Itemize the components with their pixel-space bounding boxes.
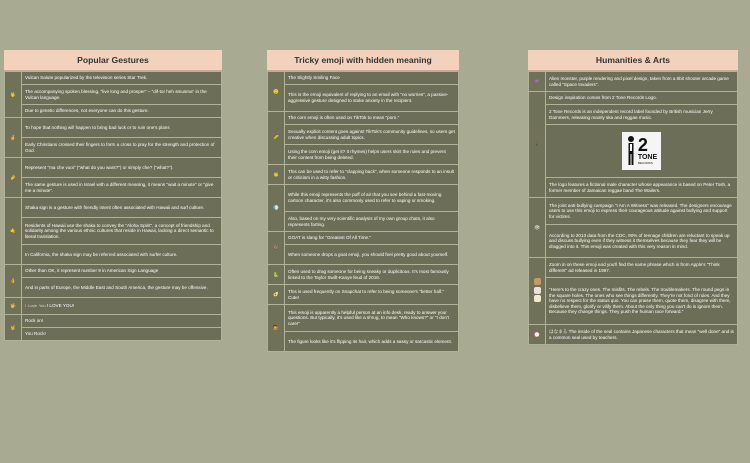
emoji-text: Sexually explicit content goes against TikTok's community guidelines, so users get creative when discussing adult topics. <box>285 125 459 145</box>
gesture-text: To hope that nothing will happen to bring bad luck or to ruin one's plans <box>22 118 222 138</box>
gesture-text: Residents of Hawaii use the shaka to convey the "Aloha Spirit", a concept of friendship and solidarity among the various ethnic cultures that reside in Hawaii, lacking a direct semantic to literal translation. <box>22 218 222 245</box>
table-row <box>268 145 459 165</box>
ok-hand-icon: 👌 <box>5 265 22 298</box>
logo-tone: TONE <box>637 154 658 162</box>
table-row <box>268 305 459 332</box>
table-row <box>529 258 738 278</box>
crossed-fingers-icon: 🤞 <box>5 118 22 158</box>
logo-wordmark <box>638 136 657 167</box>
emoji-text: The figure looks like it's flipping its hair, which adds a sassy or sarcastic element. <box>285 332 459 352</box>
emoji-text: This is the emoji equivalent of replying to an email with "no worries", a passive-aggressive gesture designed to stoke anxiety in the recipient. <box>285 85 459 112</box>
table-row <box>5 85 222 105</box>
table-row <box>529 125 738 178</box>
table-row <box>5 118 222 138</box>
emoji-text: The corn emoji is often used on TikTok to mean "porn." <box>285 112 459 125</box>
arts-text: Alien monster, purple rendering and pixel design, taken from a 8bit shooter arcade game called "Space Invaders". <box>546 72 738 92</box>
table-row <box>268 85 459 112</box>
table-row <box>268 265 459 285</box>
table-row <box>268 125 459 145</box>
gesture-text: Shaka sign is a gesture with friendly intent often associated with Hawaii and surf culture. <box>22 198 222 218</box>
table-row <box>268 112 459 125</box>
alien-monster-icon: 👾 <box>529 72 546 92</box>
emoji-text: The Slightly Smiling Face <box>285 72 459 85</box>
column-popular-gestures <box>4 50 222 341</box>
gesture-text-label: I LOVE YOU! <box>46 303 75 309</box>
scroll-and-note-icons <box>529 258 546 325</box>
table-row <box>5 298 222 315</box>
table-row <box>529 198 738 225</box>
table-row <box>268 245 459 265</box>
scroll-icon <box>534 278 541 285</box>
emoji-text: This emoji is apparently a helpful person at an info desk, ready to answer your questions. But typically, it's used like a shrug, to mean "Who knows?" or "I don't care!" <box>285 305 459 332</box>
table-row <box>529 92 738 105</box>
arts-text: はなまる The inside of the seal contains Japanese characters that mean "well done" and is a common seal used by teachers. <box>546 325 738 345</box>
table-row <box>5 218 222 245</box>
table-row <box>5 315 222 328</box>
table-row <box>5 138 222 158</box>
table-row <box>5 72 222 85</box>
gestures-table <box>4 71 222 341</box>
love-you-gesture-icon: 🤟 <box>5 298 22 315</box>
table-row <box>5 178 222 198</box>
gesture-text: And in parts of Europe, the Middle East and South America, the gesture may be offensive. <box>22 278 222 298</box>
page-icon <box>534 287 541 294</box>
gesture-text: Represent "ma che vuoi" ("what do you want?") or simply che? ("what?"). <box>22 158 222 178</box>
gesture-text: Due to genetic differences, not everyone can do this gesture. <box>22 105 222 118</box>
emoji-text: This is used frequently on Snapchat to refer to being someone's "better half." Cute! <box>285 285 459 305</box>
emoji-text: When someone drops a goat emoji, you should feel pretty good about yourself. <box>285 245 459 265</box>
table-row <box>529 72 738 92</box>
table-row <box>5 245 222 265</box>
corn-icon: 🌽 <box>268 112 285 165</box>
arts-text: According to 2013 data from the CDC, 90% of teenage children are reluctant to speak up and discuss bullying even if they witness it themselves because they fear they will be dragged into it. This emoji was created with this very reason in mind. <box>546 225 738 258</box>
man-in-business-suit-levitating-icon: 🕴 <box>529 92 546 198</box>
sign-language-letters <box>25 303 46 309</box>
gesture-text <box>22 298 222 315</box>
logo-badge <box>622 132 661 170</box>
arts-text: Zoom in on these emoji and you'll find the same phrase which is from Apple's "Think different" ad released in 1997. <box>546 258 738 278</box>
eye-in-speech-bubble-icon: 👁 <box>529 198 546 258</box>
table-row <box>268 212 459 232</box>
emoji-text: Using the corn emoji (get it? It rhymes) helps users skirt the rules and prevent their content from being deleted. <box>285 145 459 165</box>
sign-label: You <box>38 303 46 309</box>
arts-text: Design inspiration comes from 2 Tone Records Logo. <box>546 92 738 105</box>
dash-icon: 💨 <box>268 185 285 232</box>
emoji-table <box>267 71 459 352</box>
logo-records: RECORDS <box>637 161 653 166</box>
emoji-text: While this emoji represents the puff of air that you see behind a fast-moving cartoon character, it's also commonly used to refer to vaping or smoking. <box>285 185 459 212</box>
table-row <box>268 185 459 212</box>
table-row <box>268 332 459 352</box>
column-humanities-arts <box>528 50 738 345</box>
arts-table <box>528 71 738 345</box>
sign-label: Love <box>28 303 37 309</box>
gesture-text: Vulcan Salute popularized by the television series Star Trek. <box>22 72 222 85</box>
table-row <box>5 278 222 298</box>
sign-of-horns-icon: 🤘 <box>5 315 22 341</box>
arts-text: 2 Tone Records is an independent record label founded by British musician Jerry Dammers, releasing mainly ska and reggae music. <box>546 105 738 125</box>
goat-icon: 🐐 <box>268 232 285 265</box>
vulcan-salute-icon: 🖖 <box>5 72 22 118</box>
gesture-text: The same gesture is used in Israel with a different meaning, it means "wait a minute" or "give me a minute". <box>22 178 222 198</box>
memo-icon <box>534 295 541 302</box>
table-row <box>5 265 222 278</box>
gesture-text: In California, the shaka sign may be referred associated with surfer culture. <box>22 245 222 265</box>
table-row <box>529 178 738 198</box>
table-row <box>5 198 222 218</box>
two-tone-records-logo <box>549 126 734 176</box>
column-title: Popular Gestures <box>4 50 222 71</box>
emoji-text: GOAT is slang for "Greatest Of All Time." <box>285 232 459 245</box>
table-row <box>529 105 738 125</box>
emoji-text: This can be used to refer to "clapping back", when someone responds to an insult or criticism in a witty fashion. <box>285 165 459 185</box>
logo-mark <box>626 135 657 167</box>
table-row <box>268 72 459 85</box>
avocado-icon: 🥑 <box>268 285 285 305</box>
white-flower-icon: 💮 <box>529 325 546 345</box>
table-row <box>5 328 222 341</box>
column-tricky-emoji <box>267 50 459 352</box>
arts-text: The logo features a fictional male character whose appearance is based on Peter Tosh, a former member of Jamaican reggae band The Wailers. <box>546 178 738 198</box>
sign-label: I <box>25 303 27 309</box>
table-row <box>5 158 222 178</box>
logo-number: 2 <box>637 135 648 156</box>
slightly-smiling-face-icon: 🙂 <box>268 72 285 112</box>
table-row <box>529 225 738 258</box>
gesture-text: Other than OK, it represent number 9 in American Sign Language <box>22 265 222 278</box>
emoji-text: Also, based on my very scientific analysis of my own group chats, it also represents farting. <box>285 212 459 232</box>
column-title: Tricky emoji with hidden meaning <box>267 50 459 71</box>
column-title: Humanities & Arts <box>528 50 738 71</box>
arts-text: "Here's to the crazy ones. The misfits. The rebels. The troublemakers. The round pegs in the square holes. The ones who see things differently. They're not fond of rules. And they have no respect for the status quo. You can praise them, quote them, disagree with them, disbelieve them, glorify or vilify them. About the only thing you can't do is ignore them. Because they change things. They push the human race forward." <box>546 278 738 325</box>
table-row <box>268 285 459 305</box>
gesture-text: Rock on! <box>22 315 222 328</box>
logo-cell <box>546 125 738 178</box>
table-row <box>268 165 459 185</box>
gesture-text: You Rock! <box>22 328 222 341</box>
shaka-icon: 🤙 <box>5 198 22 265</box>
emoji-text: Often used to drag someone for being sneaky or duplicitous. It's most famously linked to the Taylor Swift-Kanye feud of 2016. <box>285 265 459 285</box>
arts-text: The joint anti-bullying campaign "I Am A Witness" was released. The designers encourage users to use this emoji to express their courageous attitude against bullying and support for victims. <box>546 198 738 225</box>
clapping-hands-icon: 👏 <box>268 165 285 185</box>
pinched-fingers-icon: 🤌 <box>5 158 22 198</box>
information-desk-person-icon: 💁 <box>268 305 285 352</box>
table-row <box>268 232 459 245</box>
gesture-text: Early Christians crossed their fingers to form a cross to pray for the strength and protection of God. <box>22 138 222 158</box>
table-row <box>529 325 738 345</box>
table-row <box>529 278 738 325</box>
walt-jabsco-figure-icon <box>626 135 636 167</box>
snake-icon: 🐍 <box>268 265 285 285</box>
gesture-text: The accompanying spoken blessing, "live long and prosper" – "dif-tor heh smusma" in the Vulcan language. <box>22 85 222 105</box>
table-row <box>5 105 222 118</box>
